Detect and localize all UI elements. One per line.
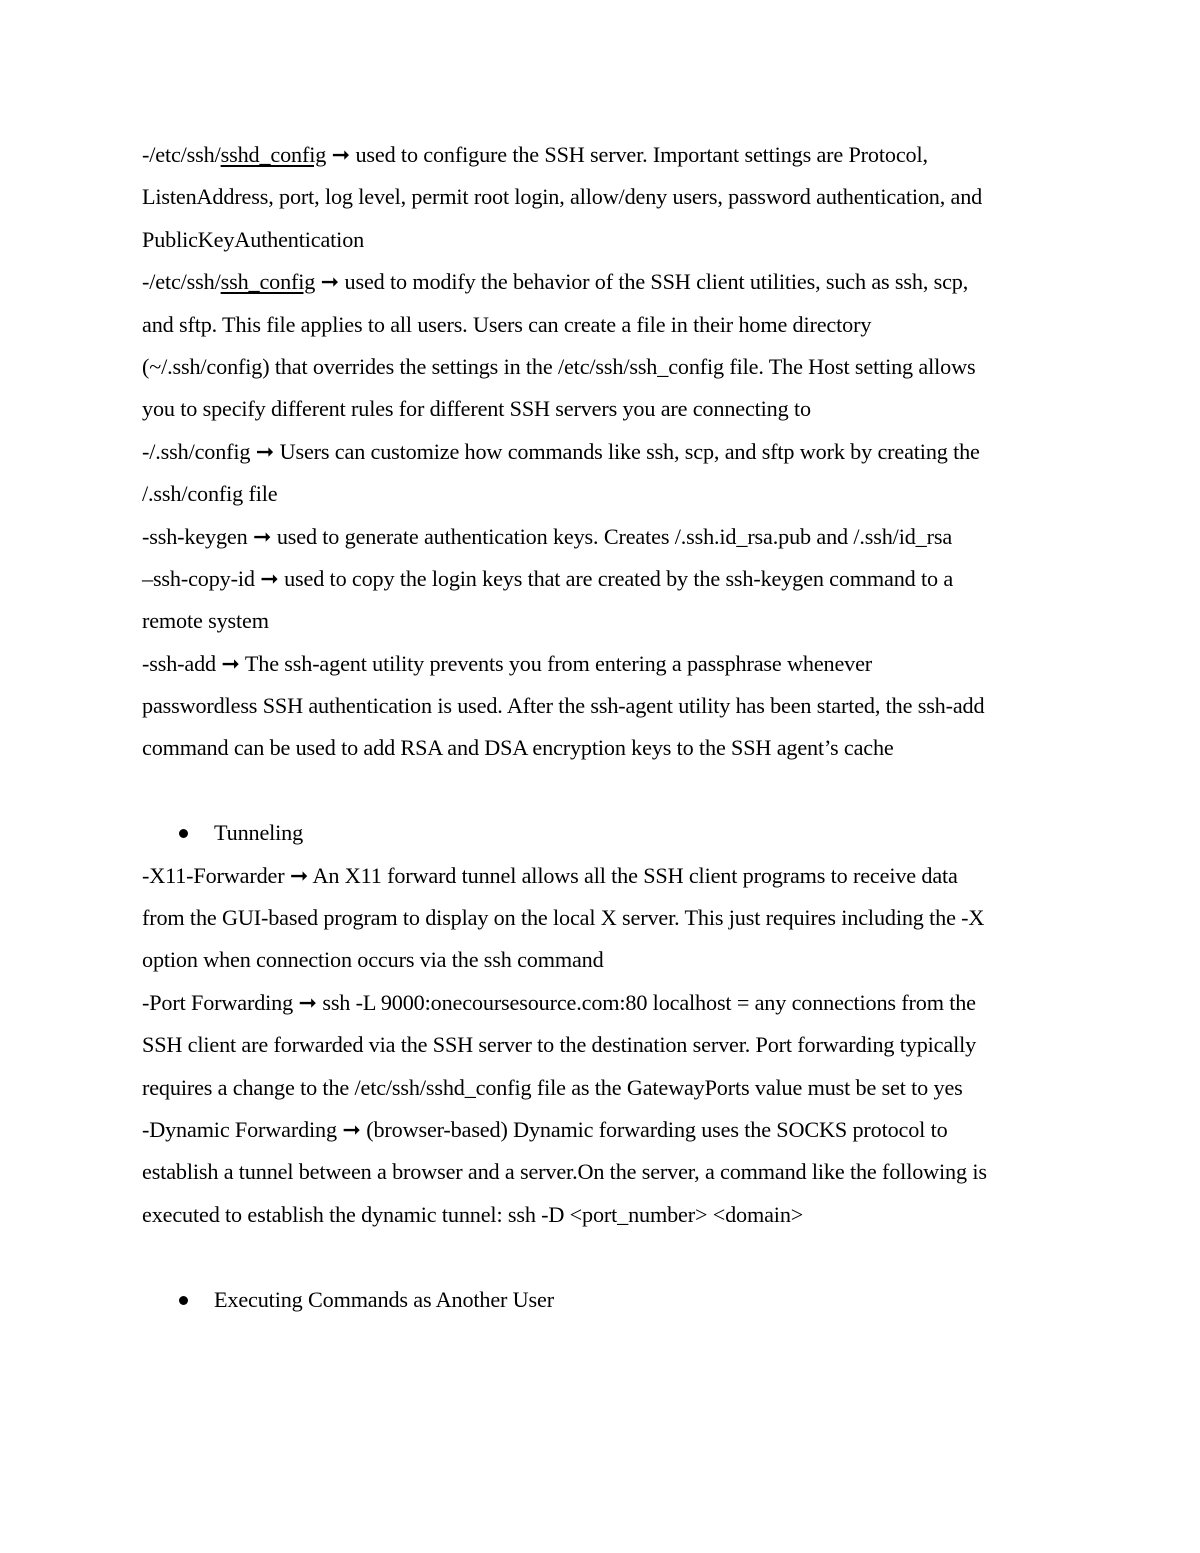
entry-line [142, 1109, 1062, 1151]
entry-line: establish a tunnel between a browser and a server.On the server, a command like the following is [142, 1159, 987, 1185]
entry-prefix: -ssh-add [142, 650, 216, 676]
entry-text: An X11 forward tunnel allows all the SSH client programs to receive data [312, 862, 958, 888]
entry-line: remote system [142, 608, 269, 634]
entry-line: (~/.ssh/config) that overrides the settings in the /etc/ssh/ssh_config file. The Host setting allows [142, 353, 976, 379]
entry-line: /.ssh/config file [142, 481, 278, 507]
bullet-dot-icon [179, 829, 188, 838]
entry-line: SSH client are forwarded via the SSH server to the destination server. Port forwarding typically [142, 1032, 977, 1058]
entry-prefix: –ssh-copy-id [142, 565, 255, 591]
entry-line: you to specify different rules for different SSH servers you are connecting to [142, 396, 811, 422]
entry-text: Users can customize how commands like ssh, scp, and sftp work by creating the [279, 438, 980, 464]
entry-prefix: -X11-Forwarder [142, 862, 285, 888]
entry-text: (browser-based) Dynamic forwarding uses the SOCKS protocol to [366, 1116, 948, 1142]
bullet-tunneling [142, 812, 1062, 854]
entry-text: used to configure the SSH server. Important settings are Protocol, [355, 142, 928, 167]
entry-line: executed to establish the dynamic tunnel: ssh -D <port_number> <domain> [142, 1201, 804, 1227]
bullet-executing-commands [142, 1279, 1062, 1321]
arrow-icon: ➞ [260, 565, 279, 591]
entry-text: used to modify the behavior of the SSH client utilities, such as ssh, scp, [344, 269, 969, 295]
ssh-config-link[interactable]: ssh_config [220, 269, 316, 295]
entry-line: from the GUI-based program to display on the local X server. This just requires including the -X [142, 905, 985, 931]
arrow-icon: ➞ [252, 523, 272, 549]
entry-prefix: -Port Forwarding [142, 989, 294, 1015]
entry-text: used to copy the login keys that are created by the ssh-keygen command to a [284, 565, 954, 591]
arrow-icon: ➞ [255, 438, 275, 464]
entry-line [142, 261, 1062, 303]
entry-dynamic-forwarding [142, 1109, 1062, 1236]
entry-prefix: -/.ssh/config [142, 438, 251, 464]
entry-line [142, 643, 1062, 685]
entry-line: and sftp. This file applies to all users. Users can create a file in their home directory [142, 311, 872, 337]
arrow-icon: ➞ [342, 1116, 361, 1142]
entry-line [142, 134, 1062, 176]
entry-text: used to generate authentication keys. Creates /.ssh.id_rsa.pub and /.ssh/id_rsa [276, 523, 953, 549]
entry-line [142, 855, 1062, 897]
entry-line: requires a change to the /etc/ssh/sshd_config file as the GatewayPorts value must be set to yes [142, 1074, 963, 1100]
bullet-dot-icon [179, 1296, 188, 1305]
entry-ssh-keygen [142, 516, 1062, 558]
entry-text: The ssh-agent utility prevents you from entering a passphrase whenever [244, 650, 873, 676]
blank-line [142, 1236, 1062, 1278]
document-page [142, 134, 1062, 1321]
arrow-icon: ➞ [289, 862, 309, 888]
entry-line [142, 516, 1062, 558]
entry-ssh-copy-id [142, 558, 1062, 643]
entry-line: passwordless SSH authentication is used. After the ssh-agent utility has been started, the ssh-add [142, 693, 985, 719]
entry-port-forwarding [142, 982, 1062, 1109]
entry-line [142, 558, 1062, 600]
entry-prefix: -ssh-keygen [142, 523, 248, 549]
entry-sshd-config [142, 134, 1062, 261]
bullet-heading: Tunneling [214, 820, 304, 846]
entry-text: ssh -L 9000:onecoursesource.com:80 localhost = any connections from the [322, 989, 976, 1015]
entry-user-ssh-config [142, 431, 1062, 516]
bullet-heading: Executing Commands as Another User [214, 1286, 554, 1312]
arrow-icon: ➞ [298, 989, 317, 1015]
entry-line [142, 431, 1062, 473]
arrow-icon: ➞ [221, 650, 240, 676]
entry-prefix: -/etc/ssh/ [142, 142, 221, 167]
entry-line [142, 982, 1062, 1024]
entry-prefix: -Dynamic Forwarding [142, 1116, 337, 1142]
entry-line: command can be used to add RSA and DSA encryption keys to the SSH agent’s cache [142, 735, 894, 761]
entry-ssh-add [142, 643, 1062, 770]
arrow-icon: ➞ [320, 269, 340, 295]
blank-line [142, 770, 1062, 812]
entry-line: ListenAddress, port, log level, permit root login, allow/deny users, password authentication, and [142, 184, 983, 210]
entry-prefix: -/etc/ssh/ [142, 269, 221, 295]
entry-line: PublicKeyAuthentication [142, 226, 365, 252]
sshd-config-link[interactable]: sshd_config [220, 142, 327, 167]
entry-x11-forwarder [142, 855, 1062, 982]
arrow-icon: ➞ [331, 142, 351, 167]
entry-line: option when connection occurs via the ssh command [142, 947, 604, 973]
entry-ssh-config [142, 261, 1062, 431]
